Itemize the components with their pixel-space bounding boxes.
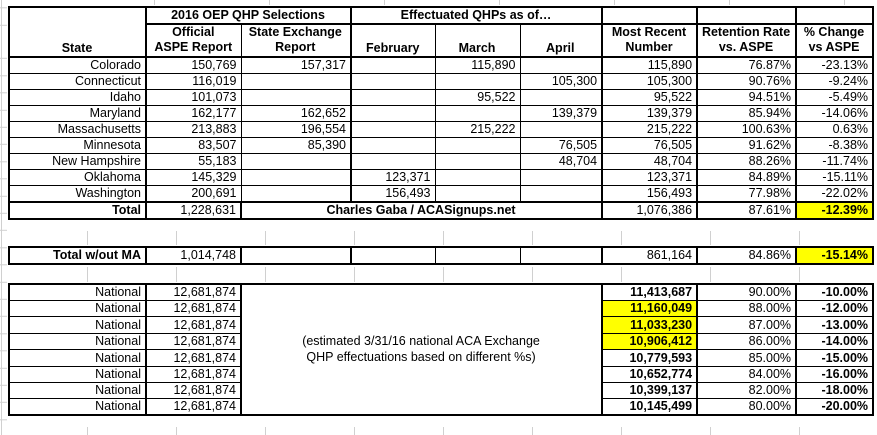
header-line: vs. ASPE (718, 40, 774, 54)
national-row (9, 284, 873, 301)
national-recent-cell[interactable]: 11,033,230 (602, 317, 697, 333)
apr-cell[interactable] (520, 57, 602, 74)
feb-cell[interactable] (351, 122, 435, 138)
header-line: % Change (803, 25, 865, 39)
total-wo-ma-label-cell[interactable]: Total w/out MA (9, 247, 146, 264)
total-wo-ma-row (9, 247, 873, 264)
national-label-cell[interactable]: National (9, 366, 146, 382)
feb-cell[interactable] (351, 154, 435, 170)
total-row (9, 202, 873, 219)
national-label-cell[interactable]: National (9, 350, 146, 366)
gridline-strip-bottom (8, 427, 877, 435)
header-line: State Exchange (248, 25, 342, 39)
table-row (9, 186, 873, 203)
total-change-cell[interactable]: -12.39% (796, 202, 873, 219)
national-change-cell[interactable]: -18.00% (796, 382, 873, 398)
aspe-cell[interactable]: 145,329 (146, 170, 241, 186)
state-effectuation-table (8, 6, 874, 220)
state-name-cell[interactable]: Connecticut (9, 74, 146, 90)
national-change-cell[interactable]: -15.00% (796, 350, 873, 366)
note-line: (estimated 3/31/16 national ACA Exchange (302, 334, 540, 349)
national-label-cell[interactable]: National (9, 317, 146, 333)
gridline-left-edge (1, 0, 2, 435)
apr-cell[interactable] (520, 90, 602, 106)
recent-cell[interactable]: 76,505 (602, 138, 697, 154)
exchange-cell[interactable]: 85,390 (241, 138, 351, 154)
national-label-cell[interactable]: National (9, 301, 146, 317)
national-retention-cell[interactable]: 88.00% (697, 301, 796, 317)
most-recent-header[interactable] (602, 24, 697, 57)
feb-cell[interactable] (351, 74, 435, 90)
april-header[interactable]: April (520, 24, 602, 57)
aspe-cell[interactable]: 200,691 (146, 186, 241, 203)
national-aspe-cell[interactable]: 12,681,874 (146, 284, 241, 301)
apr-cell[interactable] (520, 186, 602, 203)
national-scenarios-table (8, 283, 874, 416)
table-row (9, 90, 873, 106)
recent-cell[interactable]: 48,704 (602, 154, 697, 170)
empty-cell[interactable] (351, 247, 435, 264)
retention-cell[interactable]: 88.26% (697, 154, 796, 170)
state-name-cell[interactable]: Washington (9, 186, 146, 203)
total-wo-ma-change-cell[interactable]: -15.14% (796, 247, 873, 264)
recent-cell[interactable]: 139,379 (602, 106, 697, 122)
aspe-cell[interactable]: 101,073 (146, 90, 241, 106)
recent-cell[interactable]: 115,890 (602, 57, 697, 74)
mar-cell[interactable]: 115,890 (435, 57, 520, 74)
exchange-cell[interactable] (241, 74, 351, 90)
national-aspe-cell[interactable]: 12,681,874 (146, 366, 241, 382)
february-header[interactable]: February (351, 24, 435, 57)
state-exchange-header[interactable] (241, 24, 351, 57)
table-row (9, 57, 873, 74)
national-aspe-cell[interactable]: 12,681,874 (146, 301, 241, 317)
empty-cell[interactable] (520, 247, 602, 264)
total-aspe-cell[interactable]: 1,228,631 (146, 202, 241, 219)
state-name-cell[interactable]: New Hampshire (9, 154, 146, 170)
national-label-cell[interactable]: National (9, 382, 146, 398)
feb-cell[interactable] (351, 90, 435, 106)
exchange-cell[interactable] (241, 186, 351, 203)
retention-cell[interactable]: 91.62% (697, 138, 796, 154)
change-cell[interactable]: -5.49% (796, 90, 873, 106)
mar-cell[interactable] (435, 138, 520, 154)
mar-cell[interactable]: 95,522 (435, 90, 520, 106)
aspe-cell[interactable]: 83,507 (146, 138, 241, 154)
apr-cell[interactable] (520, 170, 602, 186)
state-name-cell[interactable]: Minnesota (9, 138, 146, 154)
national-recent-cell[interactable]: 10,145,499 (602, 399, 697, 416)
empty-cell[interactable] (435, 247, 520, 264)
apr-cell[interactable]: 76,505 (520, 138, 602, 154)
gridline-strip-top (8, 0, 877, 5)
state-column-header[interactable]: State (9, 7, 146, 57)
header-line: Retention Rate (701, 25, 791, 39)
national-recent-cell[interactable]: 11,413,687 (602, 284, 697, 301)
national-change-cell[interactable]: -10.00% (796, 284, 873, 301)
retention-cell[interactable]: 90.76% (697, 74, 796, 90)
table-row (9, 74, 873, 90)
table-row (9, 122, 873, 138)
apr-cell[interactable]: 105,300 (520, 74, 602, 90)
national-change-cell[interactable]: -14.00% (796, 333, 873, 349)
header-line: Most Recent (611, 25, 687, 39)
mar-cell[interactable] (435, 154, 520, 170)
total-without-ma-table (8, 246, 874, 265)
gridline-strip-gap1 (8, 231, 877, 245)
aspe-cell[interactable]: 55,183 (146, 154, 241, 170)
recent-cell[interactable]: 156,493 (602, 186, 697, 203)
national-aspe-cell[interactable]: 12,681,874 (146, 317, 241, 333)
table-row (9, 154, 873, 170)
mar-cell[interactable] (435, 106, 520, 122)
recent-cell[interactable]: 95,522 (602, 90, 697, 106)
exchange-cell[interactable] (241, 154, 351, 170)
mar-cell[interactable] (435, 170, 520, 186)
total-wo-ma-aspe-cell[interactable]: 1,014,748 (146, 247, 241, 264)
national-label-cell[interactable]: National (9, 399, 146, 416)
feb-cell[interactable] (351, 106, 435, 122)
mar-cell[interactable] (435, 186, 520, 203)
recent-cell[interactable]: 215,222 (602, 122, 697, 138)
national-label-cell[interactable]: National (9, 284, 146, 301)
state-name-cell[interactable]: Oklahoma (9, 170, 146, 186)
national-label-cell[interactable]: National (9, 333, 146, 349)
gridline-strip-gap2 (8, 267, 877, 282)
state-name-cell[interactable]: Maryland (9, 106, 146, 122)
change-cell[interactable]: -15.11% (796, 170, 873, 186)
national-note-cell[interactable] (241, 284, 602, 415)
national-recent-cell[interactable]: 10,779,593 (602, 350, 697, 366)
total-wo-ma-retention-cell[interactable]: 84.86% (697, 247, 796, 264)
national-recent-cell[interactable]: 10,906,412 (602, 333, 697, 349)
header-line: Number (625, 40, 673, 54)
empty-cell[interactable] (241, 247, 351, 264)
national-retention-cell[interactable]: 90.00% (697, 284, 796, 301)
national-retention-cell[interactable]: 86.00% (697, 333, 796, 349)
exchange-cell[interactable]: 157,317 (241, 57, 351, 74)
table-row (9, 170, 873, 186)
total-label-cell[interactable]: Total (9, 202, 146, 219)
apr-cell[interactable]: 48,704 (520, 154, 602, 170)
header-line: Report (275, 40, 316, 54)
recent-cell[interactable]: 105,300 (602, 74, 697, 90)
exchange-cell[interactable]: 162,652 (241, 106, 351, 122)
retention-cell[interactable]: 84.89% (697, 170, 796, 186)
change-cell[interactable]: 0.63% (796, 122, 873, 138)
state-name-cell[interactable]: Massachusetts (9, 122, 146, 138)
national-retention-cell[interactable]: 80.00% (697, 399, 796, 416)
feb-cell[interactable]: 123,371 (351, 170, 435, 186)
change-cell[interactable]: -23.13% (796, 57, 873, 74)
feb-cell[interactable]: 156,493 (351, 186, 435, 203)
retention-cell[interactable]: 76.87% (697, 57, 796, 74)
recent-cell[interactable]: 123,371 (602, 170, 697, 186)
national-retention-cell[interactable]: 82.00% (697, 382, 796, 398)
apr-cell[interactable] (520, 122, 602, 138)
header-line: vs ASPE (808, 40, 860, 54)
oep-selections-group-header[interactable]: 2016 OEP QHP Selections (146, 7, 351, 24)
feb-cell[interactable] (351, 57, 435, 74)
note-line: QHP effectuations based on different %s) (306, 350, 536, 365)
change-cell[interactable]: -8.38% (796, 138, 873, 154)
exchange-cell[interactable] (241, 90, 351, 106)
national-aspe-cell[interactable]: 12,681,874 (146, 399, 241, 416)
national-recent-cell[interactable]: 10,652,774 (602, 366, 697, 382)
national-retention-cell[interactable]: 85.00% (697, 350, 796, 366)
change-cell[interactable]: -9.24% (796, 74, 873, 90)
header-line: Official (172, 25, 215, 39)
feb-cell[interactable] (351, 138, 435, 154)
retention-cell[interactable]: 100.63% (697, 122, 796, 138)
pct-change-header[interactable] (796, 24, 873, 57)
empty-cell[interactable] (796, 7, 873, 24)
gridline-strip-leftmargin (0, 6, 7, 435)
mar-cell[interactable]: 215,222 (435, 122, 520, 138)
march-header[interactable]: March (435, 24, 520, 57)
total-wo-ma-recent-cell[interactable]: 861,164 (602, 247, 697, 264)
retention-cell[interactable]: 85.94% (697, 106, 796, 122)
header-line: ASPE Report (154, 40, 233, 54)
aspe-cell[interactable]: 150,769 (146, 57, 241, 74)
change-cell[interactable]: -11.74% (796, 154, 873, 170)
aspe-cell[interactable]: 213,883 (146, 122, 241, 138)
change-cell[interactable]: -22.02% (796, 186, 873, 203)
effectuated-group-header[interactable]: Effectuated QHPs as of… (351, 7, 602, 24)
national-aspe-cell[interactable]: 12,681,874 (146, 350, 241, 366)
credit-cell[interactable]: Charles Gaba / ACASignups.net (241, 202, 602, 219)
national-recent-cell[interactable]: 11,160,049 (602, 301, 697, 317)
retention-cell[interactable]: 77.98% (697, 186, 796, 203)
exchange-cell[interactable]: 196,554 (241, 122, 351, 138)
state-name-cell[interactable]: Idaho (9, 90, 146, 106)
national-change-cell[interactable]: -20.00% (796, 399, 873, 416)
state-name-cell[interactable]: Colorado (9, 57, 146, 74)
empty-cell[interactable] (602, 7, 697, 24)
national-change-cell[interactable]: -12.00% (796, 301, 873, 317)
retention-cell[interactable]: 94.51% (697, 90, 796, 106)
total-recent-cell[interactable]: 1,076,386 (602, 202, 697, 219)
empty-cell[interactable] (697, 7, 796, 24)
retention-rate-header[interactable] (697, 24, 796, 57)
mar-cell[interactable] (435, 74, 520, 90)
national-aspe-cell[interactable]: 12,681,874 (146, 382, 241, 398)
table-row (9, 106, 873, 122)
national-retention-cell[interactable]: 87.00% (697, 317, 796, 333)
official-aspe-header[interactable] (146, 24, 241, 57)
national-retention-cell[interactable]: 84.00% (697, 366, 796, 382)
change-cell[interactable]: -14.06% (796, 106, 873, 122)
national-aspe-cell[interactable]: 12,681,874 (146, 333, 241, 349)
national-change-cell[interactable]: -13.00% (796, 317, 873, 333)
national-change-cell[interactable]: -16.00% (796, 366, 873, 382)
apr-cell[interactable]: 139,379 (520, 106, 602, 122)
table-row (9, 138, 873, 154)
aspe-cell[interactable]: 162,177 (146, 106, 241, 122)
exchange-cell[interactable] (241, 170, 351, 186)
national-recent-cell[interactable]: 10,399,137 (602, 382, 697, 398)
aspe-cell[interactable]: 116,019 (146, 74, 241, 90)
total-retention-cell[interactable]: 87.61% (697, 202, 796, 219)
